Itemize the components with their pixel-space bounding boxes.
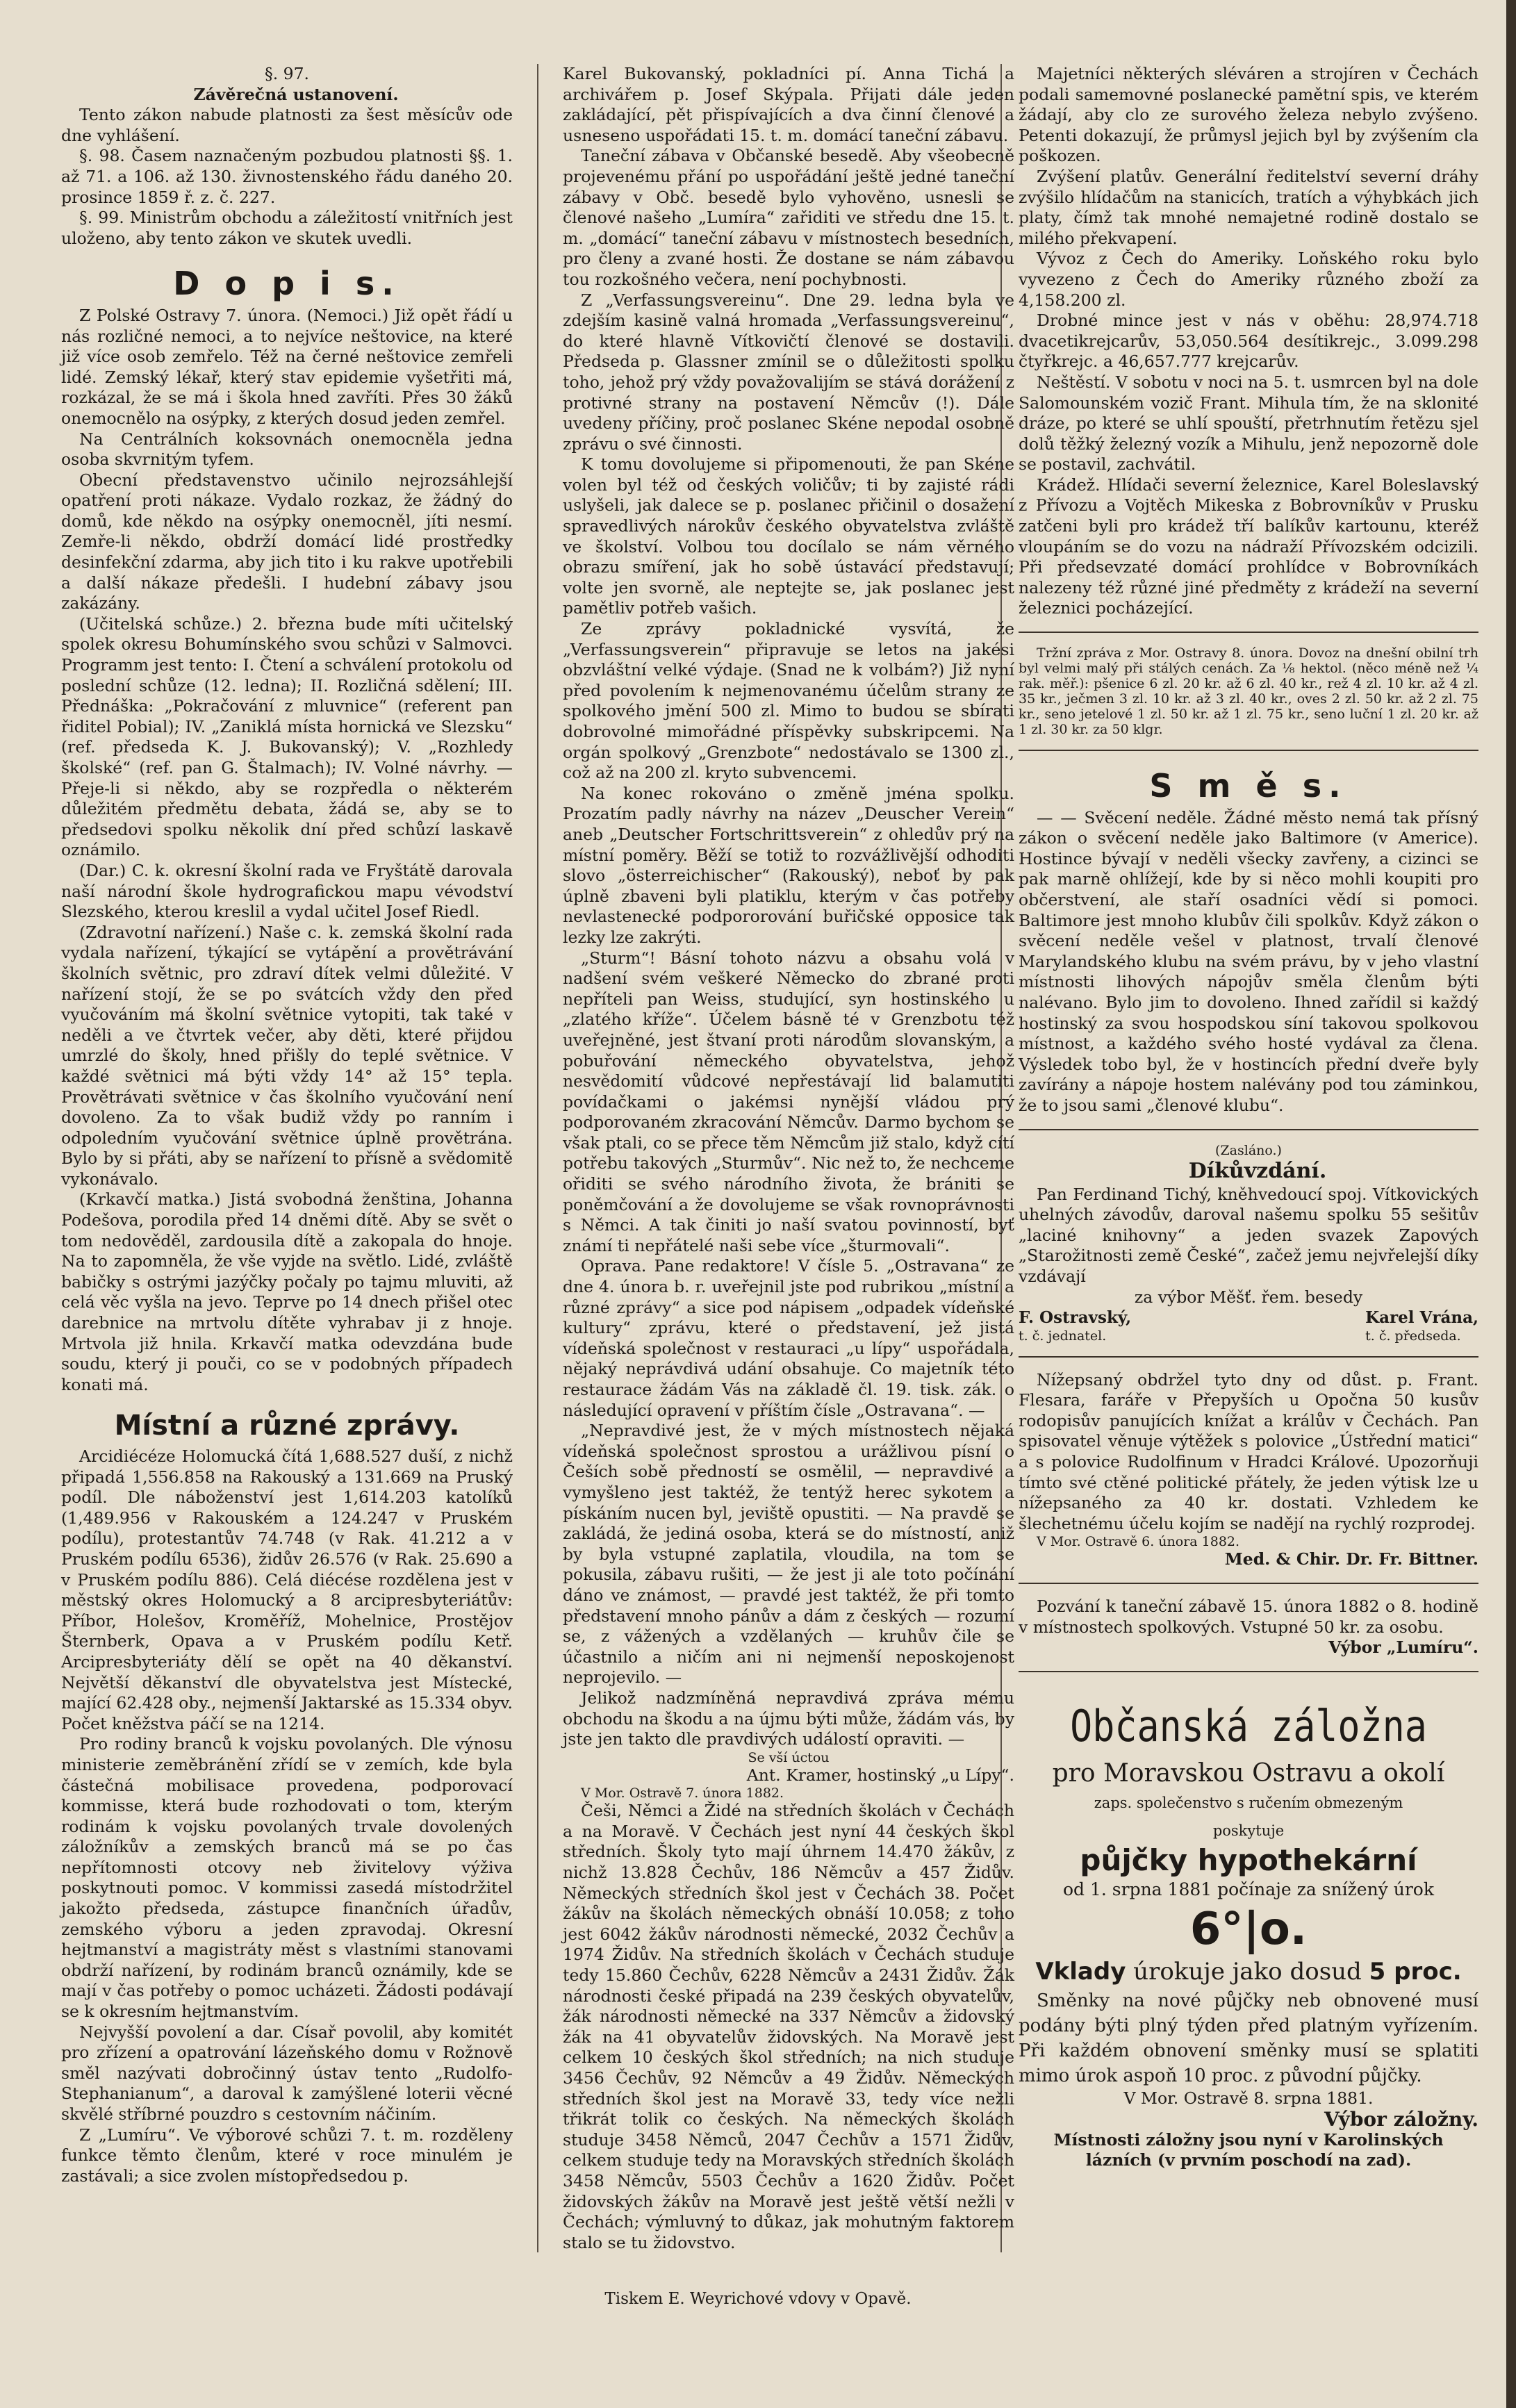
paragraph: — — Svěcení neděle. Žádné město nemá tak přísný zákon o svěcení neděle jako Baltimore (v Americe). Hostince bývají v neděli všecky zavřeny, a cizinci se pak marně ohlížejí, kde by si něco mohli koupiti pro občerstvení, ale staří osadníci vědí si pomoci. Baltimore jest mnoho klubův čili spolkův. Když zákon o svěcení neděle vešel v platnost, trvalí členové Marylandského klubu na svém právu, by v jeho vlastní místnosti lihových nápojův směla členům býti nalévano. Bylo jim to dovoleno. Ihned zařídil si každý hostinský za svou hospodskou síní takovou spolkovou místnost, a každého svého hosté vydával za člena. Výsledek tobo byl, že v hostincích přední dveře byly zavírány a nápoje hostem nalévány pod tou záminkou, že to jsou sami „členové klubu“. bbox=[1019, 807, 1478, 1115]
ad-body: Směnky na nové půjčky neb obnovené musí podány býti plný týden před platným vyřízením. Při každém obnovení směnky musí se splatiti mimo úrok aspoň 10 proc. z původní půjčky. bbox=[1019, 1990, 1478, 2087]
paragraph: „Sturm“! Básní tohoto názvu a obsahu volá v nadšení svém veškeré Německo do zbrané proti nepříteli pan Weiss, studující, syn hostinského u „zlatého kříže“. Účelem básně té v Grenzbotu též uveřejněné, jest štvaní proti národům slovanským, a pobuřování německého obyvatelstva, jehož nesvědomití vůdcové nepřestávají lid balamutiti povídačkami o jakémsi nynější vládou prý podporovaném zkracování Němcův. Darmo bychom se však ptali, co se přece těm Němcům již stalo, když cítí potřebu takových „Sturmův“. Nic než to, že nechceme ořiditi se svého národního života, že brániti se poněmčování a že dovolujeme se však rovnoprávnosti s Němci. A tak činiti jo naší svatou povinností, byť známí ti nepřátelé naši sebe více „šturmovali“. bbox=[563, 948, 1014, 1255]
signature-name: Karel Vrána, bbox=[1365, 1308, 1478, 1328]
paragraph: Zvýšení platův. Generální ředitelství severní dráhy zvýšilo hlídačům na stanicích, tratích a výhybkách jich platy, čímž tak mnohé nemajetné rodině dostalo se milého překvapení. bbox=[1019, 166, 1478, 248]
signature: Ant. Kramer, hostinský „u Lípy“. bbox=[746, 1765, 1014, 1785]
paragraph: Pozvání k taneční zábavě 15. února 1882 o 8. hodině v místnostech spolkových. Vstupné 50 kr. za osobu. bbox=[1019, 1597, 1478, 1637]
paragraph: Jelikož nadzmíněná nepravdivá zpráva mému obchodu na škodu a na újmu býti může, žádám vás, by jste jen takto dle pravdivých událostí opraviti. — bbox=[563, 1688, 1014, 1749]
paragraph: §. 99. Ministrům obchodu a záležitostí vnitřních jest uloženo, aby tento zákon ve skutek uvedli. bbox=[61, 208, 513, 248]
ad-rate: 6°|o. bbox=[1189, 1904, 1308, 1956]
paragraph: §. 98. Časem naznačeným pozbudou platnosti §§. 1. až 71. a 106. až 130. živnostenského řádu daného 20. prosince 1859 ř. z. č. 227. bbox=[61, 146, 513, 207]
local-news-heading: Místní a různé zprávy. bbox=[114, 1410, 460, 1442]
signatures bbox=[1019, 1308, 1478, 1344]
paragraph: (Učitelská schůze.) 2. března bude míti učitelský spolek okresu Bohumínského svou schůzi v Salmovci. Programm jest tento: I. Čtení a schválení protokolu od poslední schůze (12. ledna); II. Rozličná sdělení; III. Přednáška: „Pokračování z mluvnice“ (referent pan řiditel Pobial); IV. „Zaniklá místa hornická ve Slezsku“ (ref. předseda K. J. Bukovanský); V. „Rozhledy školské“ (ref. pan G. Štalmach); IV. Volné návrhy. — Přeje-li si někdo, aby se rozpředla o některém důležitém předmětu debata, žádá se, aby se to předsedovi spolku několik dní před schůzí laskavě oznámilo. bbox=[61, 613, 513, 860]
paragraph: Ze zprávy pokladnické vysvítá, že „Verfassungsverein“ připravuje se letos na jakési obzvláštní velké výdaje. (Snad ne k volbám?) Již nyní před povolením k nejmenovanému účelům strany ze spolkového jmění 500 zl. Mimo to budou se sbírati dobrovolné mimořádné příspěvky subskripcemi. Na orgán spolkový „Grenzbote“ nedostávalo se 1300 zl., což až na 200 zl. kryto subvencemi. bbox=[563, 619, 1014, 783]
signature: Med. & Chir. Dr. Fr. Bittner. bbox=[1224, 1549, 1478, 1569]
date-line: V Mor. Ostravě 7. února 1882. bbox=[581, 1786, 784, 1801]
paragraph: Drobné mince jest v nás v oběhu: 28,974.718 dvacetikrejcarův, 53,050.564 desítikrejc., 3.099.298 čtyřkrejc. a 46,657.777 krejcarův. bbox=[1019, 311, 1478, 372]
ad-line: poskytuje bbox=[1212, 1822, 1285, 1839]
committee-line: za výbor Měšť. řem. besedy bbox=[1134, 1287, 1363, 1307]
ad-deposits-rate: 5 proc. bbox=[1369, 1958, 1462, 1986]
paragraph: Arcidiécéze Holomucká čítá 1,688.527 duší, z nichž připadá 1,556.858 na Rakouský a 131.669 na Pruský podíl. Dle náboženství jest 1,614.203 katolíků (1,489.956 v Rakouském a 124.247 v Pruském podílu), protestantův 74.748 (v Rak. 41.212 a v Pruském podílu 6536), židův 26.576 (v Rak. 25.690 a v Pruském podílu 886). Celá diécése rozdělena jest v městský okres Holomucký a 8 arcipresbyteriátův: Příbor, Holešov, Kroměříž, Mohelnice, Prostějov Šternberk, Opava a v Pruském podílu Ketř. Arcipresbyteriáty dělí se opět na 40 děkanství. Největší děkanství dle obyvatelstva jest Místecké, mající 62.428 oby., nejmenší Jaktarské as 15.334 obyv. Počet kněžstva páčí se na 1214. bbox=[61, 1446, 513, 1733]
paragraph: Majetníci některých sléváren a strojíren v Čechách podali samemovné poslanecké pamětní spis, ve kterém žádají, aby clo ze surového železa nebylo zvýšeno. Petenti dokazují, že průmysl jejich byl by zvýšením cla poškozen. bbox=[1019, 64, 1478, 166]
signature-name: F. Ostravský, bbox=[1019, 1308, 1132, 1328]
paragraph: Z „Lumíru“. Ve výborové schůzi 7. t. m. rozděleny funkce těmto členům, které v roce minulém je zastávali; a sice zvolen místopředsedou p. bbox=[61, 2125, 513, 2186]
paragraph: Pan Ferdinand Tichý, kněhvedoucí spoj. Vítkovických uhelných závodův, daroval našemu spolku 55 sešitův „laciné knihovny“ a jeden svazek Zapových „Starožitnosti země České“, začež jemu nejvřelejší díky vzdávají bbox=[1019, 1184, 1478, 1286]
paragraph: Tento zákon nabude platnosti za šest měsícův ode dne vyhlášení. bbox=[61, 105, 513, 145]
dopis-heading: D o p i s. bbox=[173, 265, 401, 303]
closing: Se vší úctou bbox=[748, 1749, 830, 1765]
paragraph: Neštěstí. V sobotu v noci na 5. t. usmrcen byl na dole Salomounském vozič Frant. Mihula tím, že na sklonité dráze, po které se uhlí spouští, přetrhnutím řetězu sjel dolů těžký železný vozík a Mihulu, jenž nepozorně dole se postavil, zachvátil. bbox=[1019, 372, 1478, 475]
ad-loan: půjčky hypothekární bbox=[1080, 1842, 1417, 1877]
paragraph: Oprava. Pane redaktore! V čísle 5. „Ostravana“ ze dne 4. února b. r. uveřejnil jste pod rubrikou „místní a různé zprávy“ a sice pod nápisem „odpadek vídeňské kultury“ zprávu, které o představení, jež jistá vídeňská společnost v restauraci „u lípy“ uspořádala, nějaký neprávdivá udání obsahuje. Co majetník této restaurace žádám Vás na základě čl. 19. tisk. zák. o následující opravení v příštím čísle „Ostravana“. — bbox=[563, 1256, 1014, 1420]
paragraph: Pro rodiny branců k vojsku povolaných. Dle výnosu ministerie zeměbránění zřídí se v zemích, kde byla částečná mobilisace provedena, podporovací kommisse, která bude rozhodovati o tom, kterým rodinám k vojsku povolaných trvale dovolených záložníkův a zemských branců má se po čas nepřítomnosti otcovy neb živitelovy výživa poskytnouti pomoc. V kommissi zasedá místodržitel jakožto předseda, zástupce finančních úřadův, zemského výboru a jeden zpravodaj. Okresní hejtmanství a magistráty měst s vlastními stanovami obdrží nařízení, by rodinám branců oznámily, kde se mají v čas potřeby o pomoc ucházeti. Žádosti podávají se k okresním hejtmanstvím. bbox=[61, 1734, 513, 2022]
column-3 bbox=[1019, 64, 1478, 2171]
column-2 bbox=[563, 64, 1014, 2253]
section-number: §. 97. bbox=[264, 64, 310, 83]
ad-date: V Mor. Ostravě 8. srpna 1881. bbox=[1123, 2088, 1374, 2109]
paragraph: Na Centrálních koksovnách onemocněla jedna osoba skvrnitým tyfem. bbox=[61, 429, 513, 470]
paragraph: (Dar.) C. k. okresní školní rada ve Fryštátě darovala naší národní škole hydrografickou mapu vévodství Slezského, kterou kreslil a vydal učitel Josef Riedl. bbox=[61, 860, 513, 922]
signature-role: t. č. předseda. bbox=[1365, 1328, 1461, 1344]
paragraph: „Nepravdivé jest, že v mých místnostech nějaká vídeňská společnost sprostou a urážlivou písní o Češích sobě předností se osmělil, — nepravdivé a vymyšleno jest taktéž, že tentýž herec sykotem a pískáním nucen byl, jeviště opustiti. — Na pravdě se zakládá, že jediná osoba, která se do místností, aniž by byla vstupné zaplatila, vloudila, na tom se pokusila, zábavu rušiti, — že jest ji ale toto počínání dáno ve známost, — pravdé jest taktéž, že při tomto představení mnoho pánův a dám z českých — rozumí se, z vážených a vzdělaných — kruhův čile se účastnilo a ničím ani ni nejmenší neposkojenost neprojevilo. — bbox=[563, 1421, 1014, 1688]
page-edge bbox=[1506, 0, 1516, 2408]
column-1 bbox=[61, 64, 513, 2186]
market-report: Tržní zpráva z Mor. Ostravy 8. února. Dovoz na dnešní obilní trh byl velmi malý při stálých cenách. Za ⅛ hektol. (něco méně než ¼ rak. měř.): pšenice 6 zl. 20 kr. až 6 zl. 40 kr., rež 4 zl. 10 kr. až 4 zl. 35 kr., ječmen 3 zl. 10 kr. až 3 zl. 40 kr., oves 2 zl. 50 kr. až 2 zl. 75 kr., seno jetelové 1 zl. 50 kr. až 1 zl. 75 kr., seno luční 1 zl. 20 kr. až 1 zl. 30 kr. za 50 klgr. bbox=[1019, 645, 1478, 738]
smes-heading: S m ě s. bbox=[1149, 767, 1348, 805]
divider bbox=[1019, 750, 1478, 751]
signature: Výbor „Lumíru“. bbox=[1328, 1638, 1478, 1658]
paragraph: Obecní představenstvo učinilo nejrozsáhlejší opatření proti nákaze. Vydalo rozkaz, že žádný do domů, kde někdo na osýpky onemocněl, jíti nesmí. Zemře-li někdo, obdrží domácí lidé prostředky desinfekční zdarma, aby jich tito i ku rakve upotřebili a další nákaze předešli. I hudební zábavy jsou zakázány. bbox=[61, 470, 513, 613]
paragraph: Taneční zábava v Občanské besedě. Aby všeobecně projevenému přání po uspořádání ještě jedné taneční zábavy v Obč. besedě bylo vyhověno, usnesli se členové našeho „Lumíra“ zařiditi ve středu dne 15. t. m. „domácí“ taneční zábavu v místnostech besedních, pro členy a zvané hosti. Že dostane se nám zábavou tou rozkošného večera, není pochybnosti. bbox=[563, 146, 1014, 289]
paragraph: Z „Verfassungsvereinu“. Dne 29. ledna byla ve zdejším kasině valná hromada „Verfassungsvereinu“, do které hlavně Vítkovičtí členové se dostavili. Předseda p. Glassner zmínil se o důležitosti spolku toho, jehož prý vždy považovalijím se stává dorážení z protivné strany na postavení Němcův (!). Dále uvedeny příčiny, proč poslanec Skéne nepodal osobně zprávu o své činnosti. bbox=[563, 290, 1014, 454]
divider bbox=[1019, 1356, 1478, 1358]
date-line: V Mor. Ostravě 6. února 1882. bbox=[1037, 1534, 1240, 1550]
ad-signature: Výbor záložny. bbox=[1324, 2108, 1478, 2131]
signature-role: t. č. jednatel. bbox=[1019, 1328, 1107, 1344]
paragraph: Nížepsaný obdržel tyto dny od důst. p. Frant. Flesara, faráře v Přepyších u Opočna 50 kusův rodopisův panujících knížat a králův v Čechách. Pan spisovatel věnuje výtěžek s polovice „Ústřední matici“ a s polovice Rudolfinum v Hradci Králové. Upozorňuji tímto své ctěné politické přátely, že jeden výtisk lze u nížepsaného za 40 kr. dostati. Vzhledem ke šlechetnému účelu kojím se nadějí na rychlý rozprodej. bbox=[1019, 1369, 1478, 1533]
ad-deposits-text: úrokuje jako dosud bbox=[1133, 1958, 1362, 1986]
paragraph: Češi, Němci a Židé na středních školách v Čechách a na Moravě. V Čechách jest nyní 44 českých škol středních. Školy tyto mají úhrnem 14.470 žákův, z nichž 13.828 Čechův, 186 Němcův a 457 Židův. Německých středních škol jest v Čechách 38. Počet žákův na školách německých obnáší 10.058; z toho jest 6042 žákův národnosti německé, 2032 Čechův a 1974 Židův. Na středních školách v Čechách studuje tedy 15.860 Čechův, 6228 Němcův a 2431 Židův. Žák národnosti české připadá na 239 českých obyvatelův, žák národnosti německé na 337 Němcův a židovský žák na 41 obyvatelův židovských. Na Moravě jest celkem 10 českých škol středních; na nich studuje 3456 Čechův, 92 Němcův a 49 Židův. Německých středních škol jest na Moravě 33, tedy více nežli třikrát tolik co českých. Na německých školách studuje 3458 Němců, 2047 Čechův a 1571 Židův, celkem studuje tedy na Moravských středních školách 3458 Němcův, 5503 Čechův a 1620 Židův. Počet židovských žákův na Moravě jest ještě větší nežli v Čechách; výmluvný to důkaz, jak mohutným faktorem stalo se tu židovstvo. bbox=[563, 1801, 1014, 2252]
ad-deposits-label: Vklady bbox=[1035, 1958, 1126, 1986]
paragraph: K tomu dovolujeme si připomenouti, že pan Skéne volen byl též od českých voličův; ti by zajisté rádi uslyšeli, jak dalece se p. poslanec přičinil o dosažení spravedlivých nárokův českého obyvatelstva zvláště ve školství. Volbou tou docílalo se nám věrného obrazu smíření, jak ho sobě ústavácí představují; volte jen svorně, ale neptejte se, jak poslanec jest pamětliv potřeb vašich. bbox=[563, 454, 1014, 618]
paragraph: Vývoz z Čech do Ameriky. Loňského roku bylo vyvezeno z Čech do Ameriky různého zboží za 4,158.200 zl. bbox=[1019, 249, 1478, 310]
paragraph: Na konec rokováno o změně jména spolku. Prozatím padly návrhy na název „Deuscher Verein“ aneb „Deutscher Fortschrittsverein“ z ohledův prý na místní poměry. Běží se totiž to rozvážlivější odhoditi slovo „österreichischer“ (Rakouský), neboť by pak úplně zbaveni byli platiklu, kterým v čas potřeby nevlastenecké podpororování buřičské opposice tak lezky lze zakrýti. bbox=[563, 783, 1014, 947]
ad-location: Místnosti záložny jsou nyní v Karolinských lázních (v prvním poschodí na zad). bbox=[1053, 2129, 1444, 2170]
printer-footer: Tiskem E. Weyrichové vdovy v Opavě. bbox=[604, 2290, 912, 2308]
paragraph: Z Polské Ostravy 7. února. (Nemoci.) Již opět řádí u nás rozličné nemoci, a to nejvíce neštovice, na které již více osob zemřelo. Též na černé neštovice zemřeli lidé. Zemský lékař, který stav epidemie vyšetřiti má, rozkázal, že se má i škola hned zavříti. Přes 30 žáků onemocnělo na osýpky, z kterých dosud jeden zemřel. bbox=[61, 305, 513, 428]
divider bbox=[1019, 1671, 1478, 1672]
divider bbox=[1019, 632, 1478, 633]
ad-deposits bbox=[1019, 1955, 1478, 1988]
paragraph: Krádež. Hlídači severní železnice, Karel Boleslavský z Přívozu a Vojtěch Mikeska z Bobrovníkův v Prusku zatčeni byli pro krádež tří balíkův kartounu, kteréž vloupáním se do vozu na nádraží Přívozském odcizili. Při předsevzaté domácí prohlídce v Bobrovníkách nalezeny též různé jiné předměty z krádeží na severní železnici pocházející. bbox=[1019, 475, 1478, 618]
bank-advertisement bbox=[1019, 1700, 1478, 2171]
paragraph: Karel Bukovanský, pokladníci pí. Anna Tichá a archivářem p. Josef Skýpala. Přijati dále jeden zakládající, pět přispívajících a dva činní členové a usneseno uspořádati 15. t. m. domácí taneční zábavu. bbox=[563, 64, 1014, 145]
ad-line: od 1. srpna 1881 počínaje za snížený úrok bbox=[1063, 1879, 1434, 1900]
divider bbox=[1019, 1129, 1478, 1130]
paragraph: Nejvyšší povolení a dar. Císař povolil, aby komitét pro zřízení a opatrování lázeňského domu v Rožnově směl nazývati dobročinný ústav tento „Rudolfo-Stephanianum“, a daroval k zamýšlené loterii věcné skvělé stříbrné pouzdro s cestovním náčiním. bbox=[61, 2022, 513, 2124]
column-divider bbox=[537, 64, 538, 2252]
ad-title: Občanská záložna bbox=[1070, 1700, 1427, 1751]
paragraph: (Zdravotní nařízení.) Naše c. k. zemská školní rada vydala nařízení, týkající se vytápění a provětrávání školních světnic, pro zdraví dítek velmi důležité. V nařízení stojí, že se po svátcích vždy den před vyučováním má školní světnice vytopiti, tak také v neděli a ve čtvrtek večer, aby děti, které přijdou umrzlé do školy, hned přišly do teplé světnice. V každé světnici má býti vždy 14° až 15° tepla. Provětrávati světnice v čas školního vyučování není dovoleno. Za to však budiž vždy po ranním i odpoledním vyučování světnice úplně provětrána. Bylo by si přáti, aby se nařízení to přísně a svědomitě vykonávalo. bbox=[61, 922, 513, 1189]
zaslano: (Zasláno.) bbox=[1215, 1142, 1282, 1158]
ad-subtitle: pro Moravskou Ostravu a okolí bbox=[1052, 1758, 1445, 1788]
section-title: Závěrečná ustanovení. bbox=[193, 84, 399, 104]
paragraph: (Krkavčí matka.) Jistá svobodná ženština, Johanna Podešova, porodila před 14 dněmi dítě. Aby se svět o tom nedověděl, zardousila dítě a zakopala do hnoje. Na to zapomněla, že vše vyjde na světlo. Lidé, zvláště babičky s ostrými jazýčky počaly po tajmu mluviti, až celá věc vyšla na jevo. Teprve po 14 dnech přišel otec darebnice na mrtvolu dítěte vyhrabav ji z hnoje. Mrtvola již hnila. Krkavčí matka odevzdána bude soudu, který ji pouči, co se v podobných případech konati má. bbox=[61, 1189, 513, 1394]
dikuvzdani-title: Díkůvzdání. bbox=[1188, 1158, 1327, 1183]
divider bbox=[1019, 1583, 1478, 1584]
ad-line: zaps. společenstvo s ručením obmezeným bbox=[1094, 1794, 1403, 1811]
